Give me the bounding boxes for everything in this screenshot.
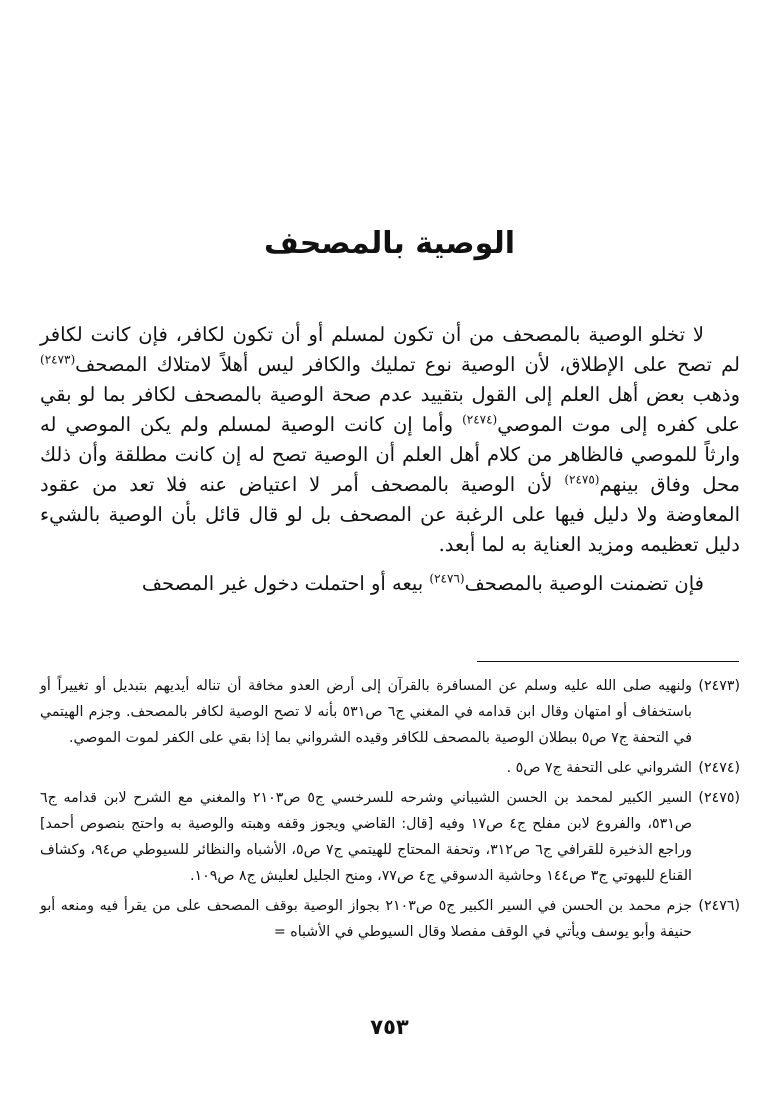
footnote-text: ولنهيه صلى الله عليه وسلم عن المسافرة بالقرآن إلى أرض العدو مخافة أن تناله أيديهم بتبديل أو تغييراً أو باستخفاف أو امتهان وقال ابن قدامه في المغني ج٦ ص٥٣١ بأنه لا تصح الوصية لكافر بالمصحف. وجزم الهيتمي في التحفة ج٧ ص٥ ببطلان الوصية بالمصحف للكافر وقيده الشرواني بما إذا بقي على الكفر لموت الموصي. [40,678,692,746]
footnote-separator [477,661,739,662]
page-number: ٧٥٣ [370,1015,409,1039]
footnote-ref-2475[interactable]: (٢٤٧٥) [564,472,600,487]
footnote-2476 [40,893,740,945]
footnote-ref-2476[interactable]: (٢٤٧٦) [429,571,465,586]
footnote-2474 [40,755,740,781]
paragraph-2 [40,569,740,599]
footnote-number: (٢٤٧٦) [698,898,740,914]
section-title: الوصية بالمصحف [263,226,516,261]
paragraph-1-text-c: وأما إن كانت الوصية لمسلم ولم يكن الموصي له وارثاً للموصي فالظاهر من كلام أهل العلم أن الوصية تصح له إن كانت مطلقة وأن ذلك محل وفاق بينهم [40,413,740,496]
paragraph-1-text-a: لا تخلو الوصية بالمصحف من أن تكون لمسلم أو أن تكون لكافر، فإن كانت لكافر لم تصح على الإطلاق، لأن الوصية نوع تمليك والكافر ليس أهلاً لامتلاك المصحف [40,323,740,376]
footnote-ref-2474[interactable]: (٢٤٧٤) [462,412,498,427]
footnotes [40,673,740,949]
footnote-2473 [40,673,740,751]
footnote-number: (٢٤٧٣) [698,678,740,694]
paragraph-2-text-a: فإن تضمنت الوصية بالمصحف [464,572,704,595]
footnote-number: (٢٤٧٥) [698,790,740,806]
footnote-text: جزم محمد بن الحسن في السير الكبير ج٥ ص٢١٠٣ بجواز الوصية بوقف المصحف على من يقرأ فيه ومنعه أبو حنيفة وأبو يوسف ويأتي في الوقف مفصلا وقال السيوطي في الأشباه = [40,898,692,940]
paragraph-2-text-b: بيعه أو احتملت دخول غير المصحف [141,572,430,595]
footnote-ref-2473[interactable]: (٢٤٧٣) [40,352,76,367]
paragraph-1-text-b: وذهب بعض أهل العلم إلى القول بتقييد عدم صحة الوصية بالمصحف لكافر بما لو بقي على كفره إلى موت الموصي [40,383,740,436]
main-text [40,320,740,599]
footnote-text: السير الكبير لمحمد بن الحسن الشيباني وشرحه للسرخسي ج٥ ص٢١٠٣ والمغني مع الشرح لابن قدامه ج٦ ص٥٣١، والفروع لابن مفلح ج٤ ص١٧ وفيه [قال: القاضي ويجوز وقفه وهبته والوصية به واحتج بنصوص أحمد] وراجع الذخيرة للقرافي ج٦ ص٣١٢، وتحفة المحتاج للهيتمي ج٧ ص٥، الأشباه والنظائر للسيوطي ص٩٤، وكشاف القناع للبهوتي ج٣ ص١٤٤ وحاشية الدسوقي ج٤ ص٧٧، ومنح الجليل لعليش ج٨ ص١٠٩. [40,790,692,884]
footnote-2475 [40,785,740,889]
paragraph-1-text-d: لأن الوصية بالمصحف أمر لا اعتياض عنه فلا تعد من عقود المعاوضة ولا دليل فيها على الرغبة عن المصحف بل لو قال قائل بأن الوصية بالشيء دليل تعظيمه ومزيد العناية به لما أبعد. [40,473,740,556]
footnote-text: الشرواني على التحفة ج٧ ص٥ . [506,760,692,776]
footnote-number: (٢٤٧٤) [698,760,740,776]
paragraph-1 [40,320,740,560]
